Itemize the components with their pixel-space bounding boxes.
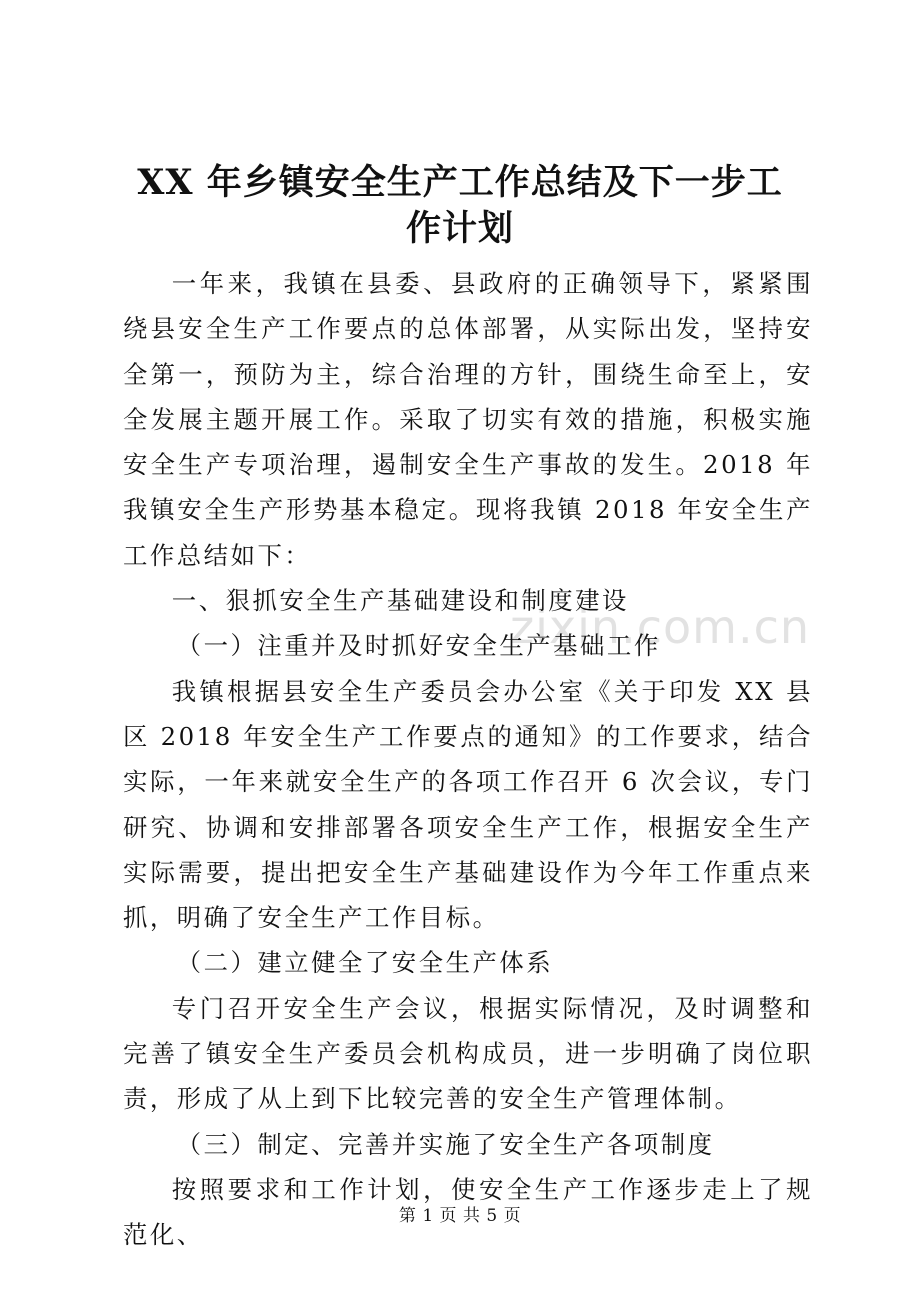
- section-heading-1: 一、狠抓安全生产基础建设和制度建设: [171, 586, 629, 616]
- watermark: zixin.com.cn: [510, 600, 811, 654]
- document-body: [123, 261, 813, 1258]
- page-footer: 第 1 页 共 5 页: [398, 1206, 522, 1226]
- subsection-heading-1: （一）注重并及时抓好安全生产基础工作: [176, 631, 661, 661]
- paragraph-3: 按照要求和工作计划，使安全生产工作逐步走上了规范化、: [123, 1174, 813, 1250]
- paragraph-2: 专门召开安全生产会议，根据实际情况，及时调整和完善了镇安全生产委员会机构成员，进一步明确了岗位职责，形成了从上到下比较完善的安全生产管理体制。: [123, 993, 813, 1114]
- paragraph-1: 我镇根据县安全生产委员会办公室《关于印发 XX 县区 2018 年安全生产工作要点的通知》的工作要求，结合实际，一年来就安全生产的各项工作召开 6 次会议，专门研究、协调和安排部署各项安全生产工作，根据安全生产实际需要，提出把安全生产基础建设作为今年工作重点来抓，明确了安全生产工作目标。: [123, 676, 813, 933]
- subsection-heading-2: （二）建立健全了安全生产体系: [176, 948, 554, 978]
- subsection-heading-3: （三）制定、完善并实施了安全生产各项制度: [176, 1129, 715, 1159]
- document-title: XX 年乡镇安全生产工作总结及下一步工作计划: [137, 162, 783, 249]
- paragraph-intro: 一年来，我镇在县委、县政府的正确领导下，紧紧围绕县安全生产工作要点的总体部署，从实际出发，坚持安全第一，预防为主，综合治理的方针，围绕生命至上，安全发展主题开展工作。采取了切实有效的措施，积极实施安全生产专项治理，遏制安全生产事故的发生。2018 年我镇安全生产形势基本稳定。现将我镇 2018 年安全生产工作总结如下：: [123, 269, 813, 570]
